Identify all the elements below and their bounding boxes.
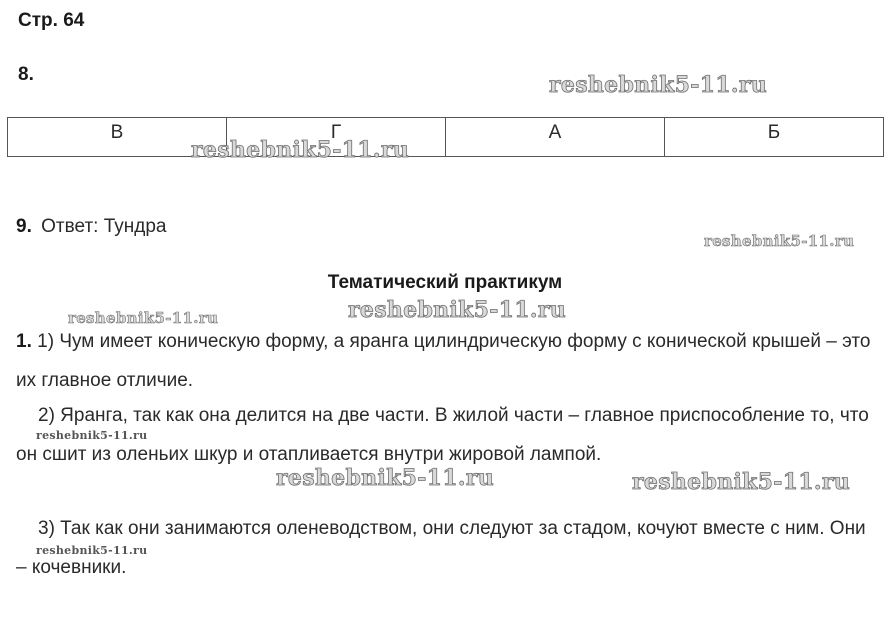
watermark: reshebnik5-11.ru [191,137,410,163]
answer-paragraph-1 [16,322,878,400]
question-9 [16,216,166,238]
section-title: Тематический практикум [327,272,563,293]
watermark: reshebnik5-11.ru [36,429,148,442]
watermark: reshebnik5-11.ru [704,232,855,250]
watermark: reshebnik5-11.ru [549,72,768,98]
table-cell: Б [665,118,884,157]
question-8-number: 8. [18,64,34,85]
watermark: reshebnik5-11.ru [68,309,219,327]
answer-1-number: 1. [16,331,32,352]
watermark: reshebnik5-11.ru [632,469,851,495]
watermark: reshebnik5-11.ru [348,297,567,323]
question-9-number: 9. [16,216,32,237]
answer-paragraph-3: 3) Так как они занимаются оленеводством, они следуют за стадом, кочуют вместе с ним. Они – кочевники. [16,518,866,578]
page-number-header: Стр. 64 [18,10,85,31]
answer-paragraph-2: 2) Яранга, так как она делится на две части. В жилой части – главное приспособление то, что он сшит из оленьих шкур и отапливается внутри жировой лампой. [16,405,869,465]
table-cell: Г [227,118,446,157]
watermark: reshebnik5-11.ru [276,465,495,491]
answer-1-text: 1) Чум имеет коническую форму, а яранга цилиндрическую форму с конической крышей – это их главное отличие. [16,331,871,391]
answer-table [7,117,884,157]
watermark: reshebnik5-11.ru [36,544,148,557]
table-row [8,118,884,157]
question-9-answer: Ответ: Тундра [41,216,167,237]
table-cell: В [8,118,227,157]
table-cell: А [446,118,665,157]
